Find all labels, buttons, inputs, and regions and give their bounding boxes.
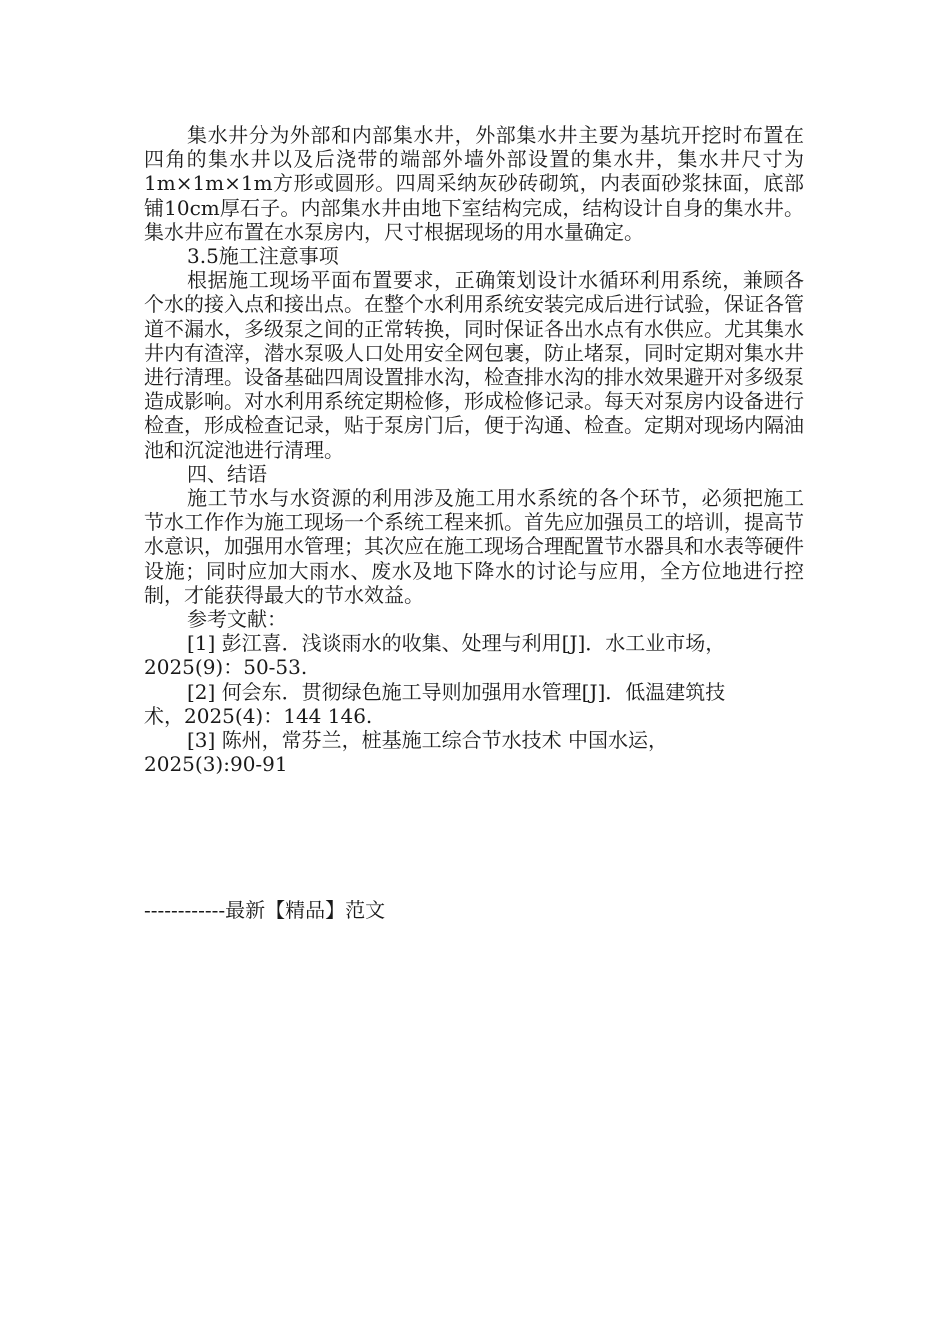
footer-tagline: ------------最新【精品】范文 [144,898,386,922]
reference-3-line2: 2025(3):90-91 [144,752,288,777]
reference-1-line2: 2025(9)：50-53. [144,655,308,680]
reference-2-line2: 术，2025(4)：144 146. [144,703,373,728]
reference-1-line1: [1] 彭江喜．浅谈雨水的收集、处理与利用[J]．水工业市场， [187,631,726,656]
paragraph-construction-notes: 根据施工现场平面布置要求，正确策划设计水循环利用系统，兼顾各个水的接入点和接出点。在整个水利用系统安装完成后进行试验，保证各管道不漏水，多级泵之间的正常转换，同时保证各出水点有水供应。尤其集水井内有渣滓，潜水泵吸人口处用安全网包裹，防止堵泵，同时定期对集水井进行清理。设备基础四周设置排水沟，检查排水沟的排水效果避开对多级泵造成影响。对水利用系统定期检修，形成检修记录。每天对泵房内设备进行检查，形成检查记录，贴于泵房门后，便于沟通、检查。定期对现场内隔油池和沉淀池进行清理。 [144,268,804,462]
reference-2-line1: [2] 何会东．贯彻绿色施工导则加强用水管理[J]．低温建筑技 [187,679,726,704]
reference-item [144,728,804,776]
document-body [144,123,804,776]
reference-item [144,631,804,679]
reference-3-line1: [3] 陈州，常芬兰，桩基施工综合节水技术 中国水运， [187,728,669,753]
reference-item [144,680,804,728]
paragraph-sump-wells: 集水井分为外部和内部集水井，外部集水井主要为基坑开挖时布置在四角的集水井以及后浇带的端部外墙外部设置的集水井，集水井尺寸为1m×1m×1m方形或圆形。四周采纳灰砂砖砌筑，内表面砂浆抹面，底部铺10cm厚石子。内部集水井由地下室结构完成，结构设计自身的集水井。集水井应布置在水泵房内，尺寸根据现场的用水量确定。 [144,123,804,244]
section-heading-construction-notes: 3.5施工注意事项 [187,244,339,269]
paragraph-conclusion: 施工节水与水资源的利用涉及施工用水系统的各个环节，必须把施工节水工作作为施工现场一个系统工程来抓。首先应加强员工的培训，提高节水意识，加强用水管理；其次应在施工现场合理配置节水器具和水表等硬件设施；同时应加大雨水、废水及地下降水的讨论与应用，全方位地进行控制，才能获得最大的节水效益。 [144,486,804,607]
references-heading: 参考文献： [187,607,287,632]
section-heading-conclusion: 四、结语 [187,461,267,486]
